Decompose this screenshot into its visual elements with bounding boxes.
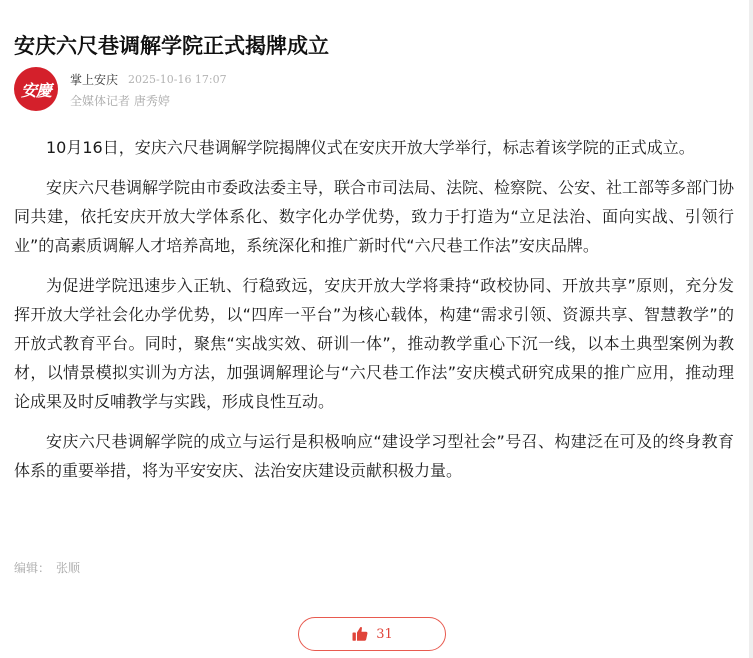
editor-credit bbox=[14, 559, 80, 576]
author-line bbox=[70, 70, 227, 88]
article-paragraph: 10月16日，安庆六尺巷调解学院揭牌仪式在安庆开放大学举行，标志着该学院的正式成立。 bbox=[46, 138, 695, 157]
publish-time: 2025-10-16 17:07 bbox=[128, 72, 227, 86]
source-name[interactable]: 掌上安庆 bbox=[70, 72, 119, 87]
article-title: 安庆六尺巷调解学院正式揭牌成立 bbox=[14, 34, 329, 59]
like-button[interactable] bbox=[298, 617, 446, 651]
article-paragraph: 安庆六尺巷调解学院的成立与运行是积极响应“建设学习型社会”号召、构建泛在可及的终身教育体系的重要举措，将为平安安庆、法治安庆建设贡献积极力量。 bbox=[14, 432, 734, 480]
thumbs-up-icon bbox=[351, 625, 369, 643]
article-paragraph: 安庆六尺巷调解学院由市委政法委主导，联合市司法局、法院、检察院、公安、社工部等多部门协同共建，依托安庆开放大学体系化、数字化办学优势，致力于打造为“立足法治、面向实战、引领行业”的高素质调解人才培养高地，系统深化和推广新时代“六尺巷工作法”安庆品牌。 bbox=[14, 178, 735, 255]
editor-label: 编辑： bbox=[14, 561, 51, 575]
article-body bbox=[14, 133, 734, 496]
like-count: 31 bbox=[376, 626, 393, 642]
editor-name: 张顺 bbox=[56, 561, 81, 575]
scrollbar[interactable] bbox=[749, 0, 753, 658]
reporter-credit: 全媒体记者 唐秀婷 bbox=[70, 94, 170, 108]
article-paragraph: 为促进学院迅速步入正轨、行稳致远，安庆开放大学将秉持“政校协同、开放共享”原则，充分发挥开放大学社会化办学优势，以“四库一平台”为核心载体，构建“需求引领、资源共享、智慧教学”的开放式教育平台。同时，聚焦“实战实效、研训一体”，推动教学重心下沉一线，以本土典型案例为教材，以情景模拟实训为方法，加强调解理论与“六尺巷工作法”安庆模式研究成果的推广应用，推动理论成果及时反哺教学与实践，形成良性互动。 bbox=[14, 276, 734, 411]
source-avatar[interactable] bbox=[14, 67, 58, 111]
avatar-logo-text: 安慶 bbox=[20, 80, 51, 100]
